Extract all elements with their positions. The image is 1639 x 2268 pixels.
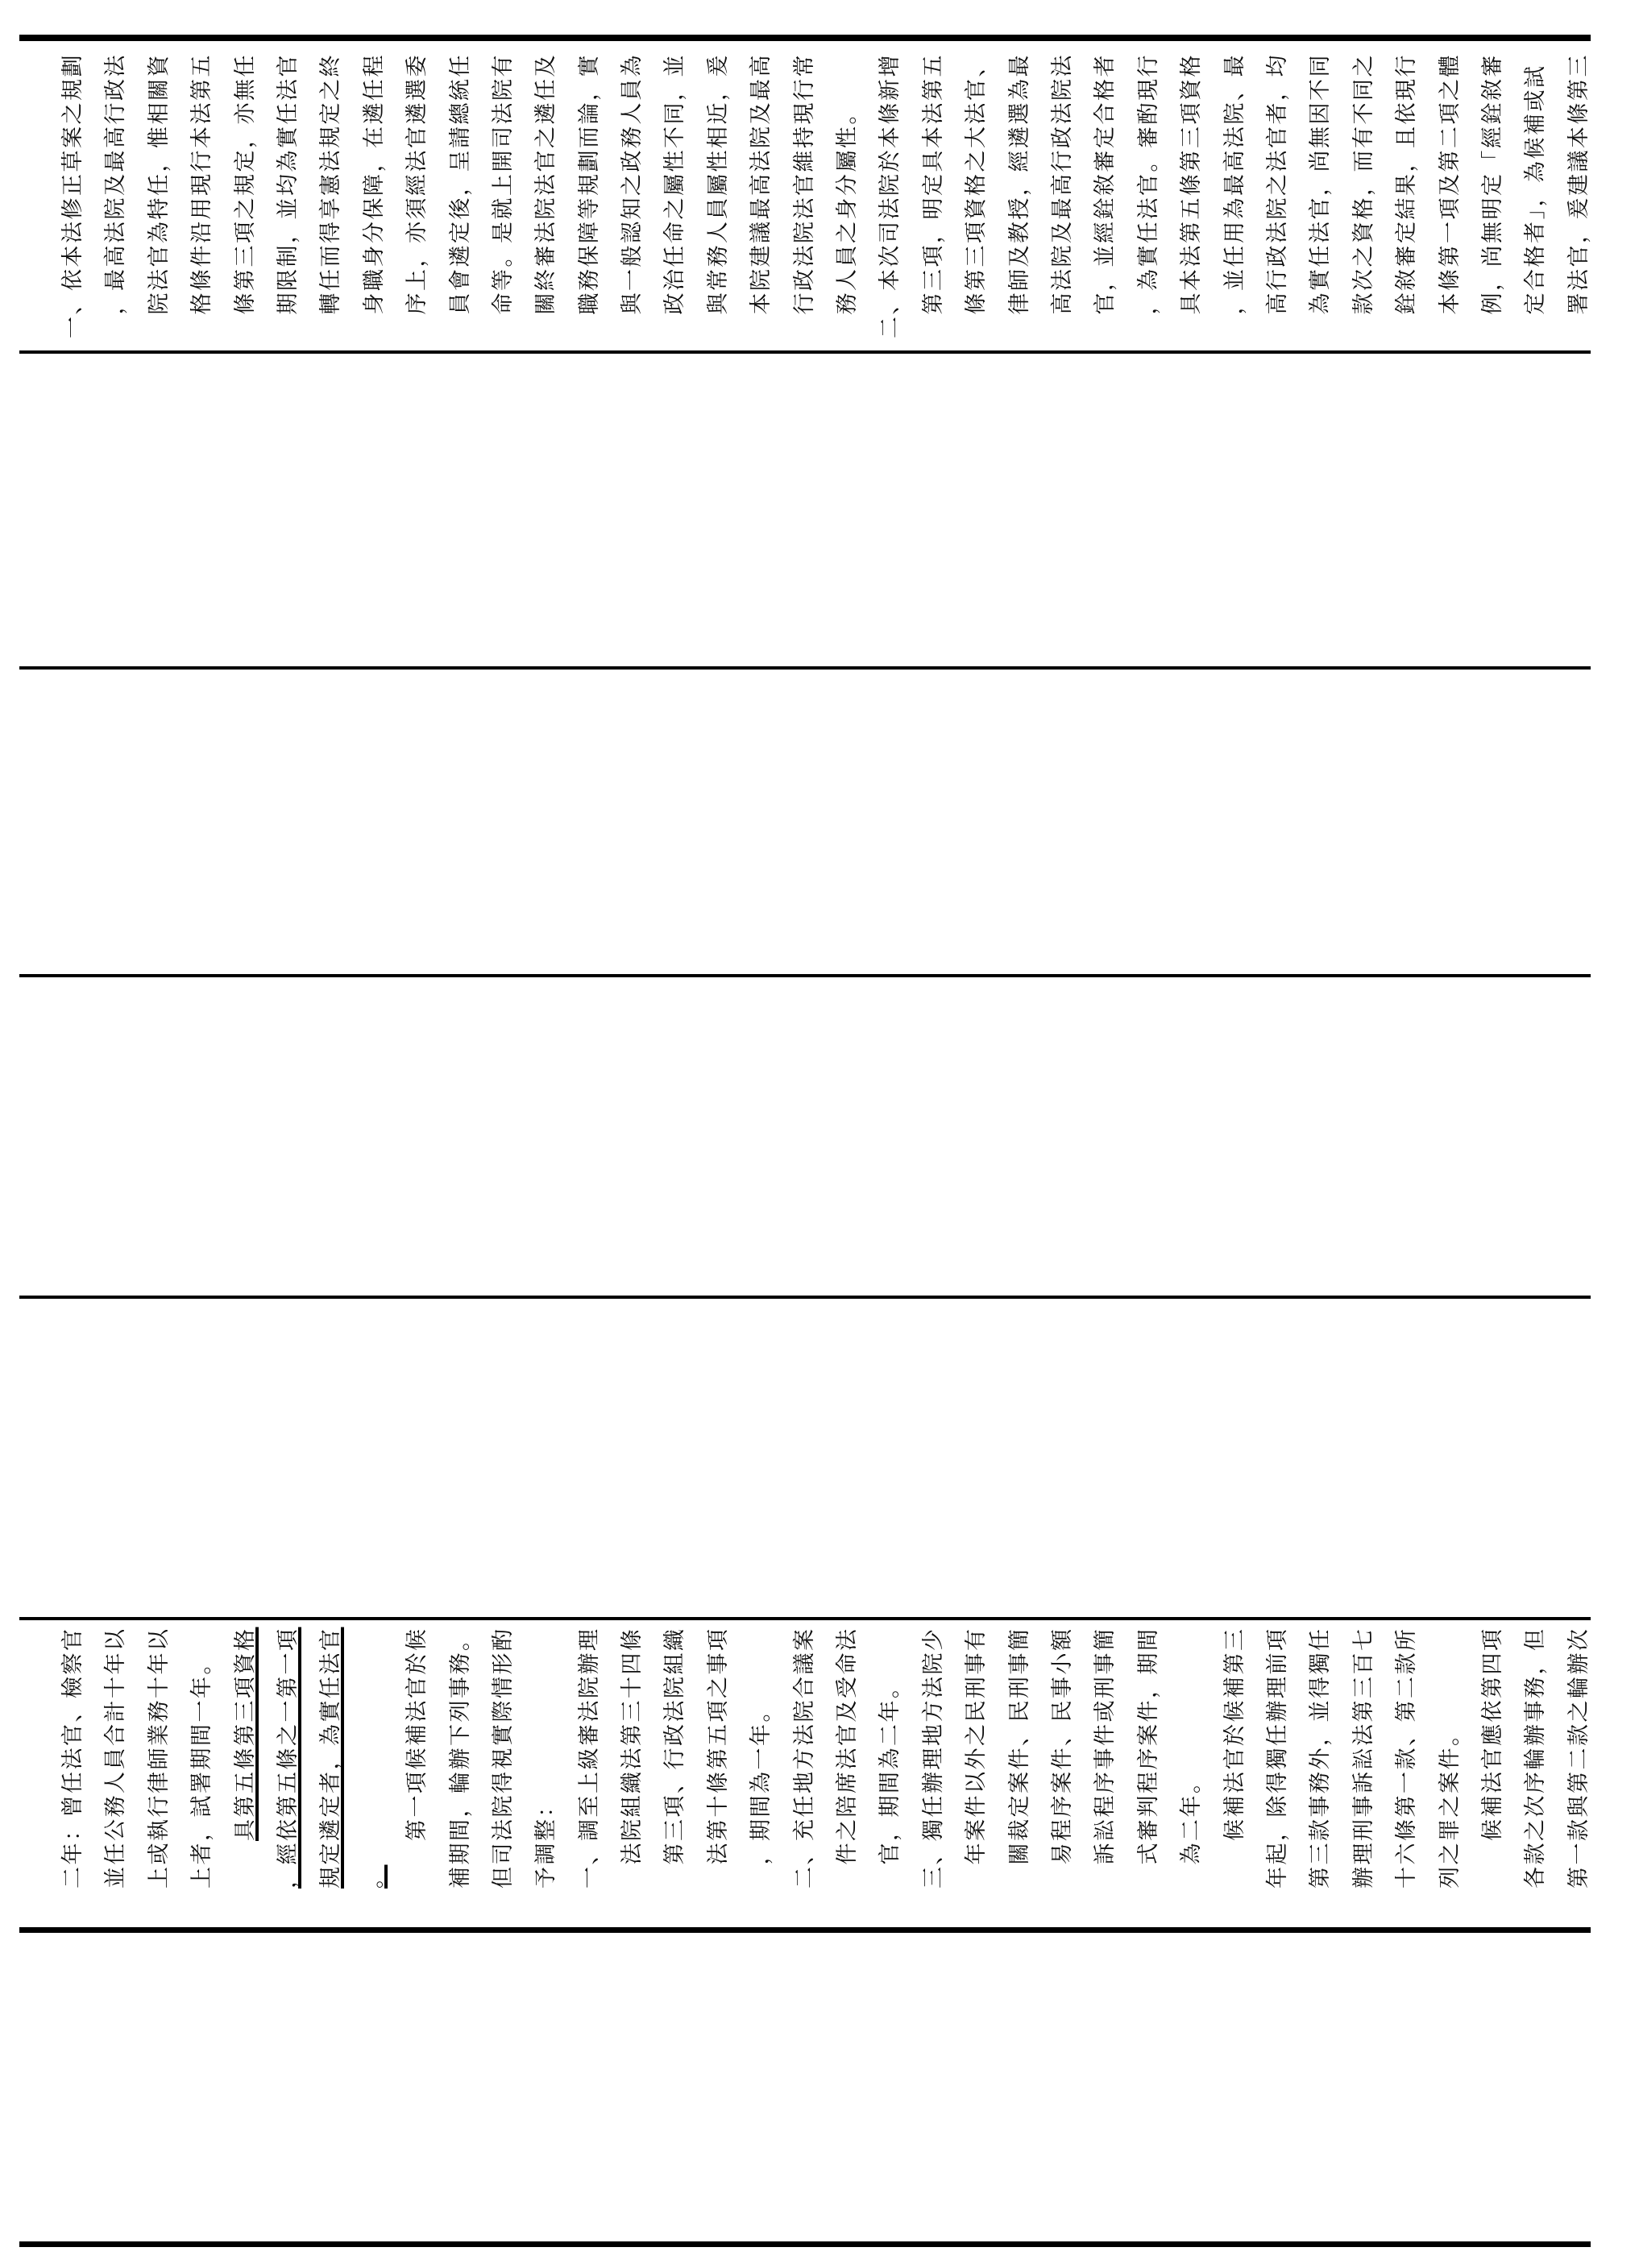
text-line: 二、本次司法院於本條新增 xyxy=(878,53,902,338)
text-line: 易程序案件、民事小額 xyxy=(1049,1627,1074,1865)
text-line: 高法院及最高行政法院法 xyxy=(1049,53,1074,315)
text-line: ，最高法院及最高行政法 xyxy=(103,53,128,315)
text-line: 第三項，明定具本法第五 xyxy=(920,53,945,315)
text-line: 上者，試署期間一年。 xyxy=(189,1651,214,1889)
text-line: 並任公務人員合計十年以 xyxy=(103,1627,128,1889)
text-line: 第一款與第二款之輪辦次 xyxy=(1566,1627,1591,1889)
text-line: ，經依第五條之一第一項 xyxy=(275,1627,300,1889)
text-line: 具本法第五條第三項資格 xyxy=(1179,53,1204,315)
text-line: 署法官，爰建議本條第三 xyxy=(1566,53,1591,315)
text-line: 條第三項資格之大法官、 xyxy=(964,53,989,315)
text-line: 式審判程序案件，期間 xyxy=(1135,1627,1160,1865)
text-line: 為實任法官，尚無因不同 xyxy=(1308,53,1333,315)
text-line: 與一般認知之政務人員為 xyxy=(620,53,645,315)
text-line: 十六條第一款、第二款所 xyxy=(1394,1627,1419,1889)
text-line: 定合格者」，為候補或試 xyxy=(1523,64,1548,315)
text-line: 候補法官應依第四項 xyxy=(1479,1627,1504,1841)
text-line: 第三項、行政法院組織 xyxy=(662,1627,687,1865)
text-line: ，期間為一年。 xyxy=(749,1698,774,1865)
text-line: 補期間，輪辦下列事務。 xyxy=(447,1627,472,1889)
text-line: 一、依本法修正草案之規劃 xyxy=(60,53,85,338)
text-line: 辦理刑事訴訟法第三百七 xyxy=(1351,1627,1376,1889)
text-line: 第三款事務外，並得獨任 xyxy=(1308,1627,1333,1889)
text-line: 員會遴定後，呈請總統任 xyxy=(447,53,472,315)
text-line: 例，尚無明定「經銓敘審 xyxy=(1479,53,1504,315)
text-line: 規定遴定者，為實任法官 xyxy=(318,1627,343,1889)
text-line: 本條第一項及第二項之體 xyxy=(1437,53,1462,315)
text-line: 訴訟程序事件或刑事簡 xyxy=(1093,1627,1118,1865)
text-line: 三、獨任辦理地方法院少 xyxy=(920,1627,945,1889)
text-line: 職務保障等規劃而論，實 xyxy=(576,53,601,315)
text-line: ，並任用為最高法院、最 xyxy=(1222,53,1247,315)
text-line: 命等。是就上開司法院有 xyxy=(490,53,515,315)
text-line: 各款之次序輪辦事務，但 xyxy=(1523,1627,1548,1889)
text-line: 律師及教授，經遴選為最 xyxy=(1006,53,1031,315)
text-line: 身職身分保障，在遴任程 xyxy=(361,53,386,315)
table-column-separator xyxy=(19,666,1591,670)
article-text-column xyxy=(52,1615,1600,1889)
text-line: 但司法院得視實際情形酌 xyxy=(490,1627,515,1889)
text-line: 務人員之身分屬性。 xyxy=(835,101,860,315)
text-line: 二、充任地方法院合議案 xyxy=(791,1627,816,1889)
table-column-separator xyxy=(19,350,1591,354)
text-line: 法第十條第五項之事項 xyxy=(705,1627,730,1865)
text-line: 高行政法院之法官者，均 xyxy=(1264,53,1289,315)
text-line: 關終審法院法官之遴任及 xyxy=(533,53,558,315)
text-line: 轉任而得享憲法規定之終 xyxy=(318,53,343,315)
text-line: 行政法院法官維持現行常 xyxy=(791,53,816,315)
table-column-separator xyxy=(19,974,1591,977)
text-line: 法院組織法第三十四條 xyxy=(620,1627,645,1865)
text-line: 與常務人員屬性相近，爰 xyxy=(705,53,730,315)
text-line: 年起，除得獨任辦理前項 xyxy=(1264,1627,1289,1889)
text-line: 列之罪之案件。 xyxy=(1437,1722,1462,1889)
text-line: ，為實任法官。審酌現行 xyxy=(1135,53,1160,315)
text-line: 件之陪席法官及受命法 xyxy=(835,1627,860,1865)
text-line: 上或執行律師業務十年以 xyxy=(146,1627,171,1889)
text-line: 銓敘審定結果，且依現行 xyxy=(1394,53,1419,315)
table-column-separator xyxy=(19,1296,1591,1299)
text-line: 一、調至上級審法院辦理 xyxy=(576,1627,601,1889)
article-cell-left-border xyxy=(19,1927,1591,1933)
text-line: 政治任命之屬性不同，並 xyxy=(662,53,687,315)
text-line: 年案件以外之民刑事有 xyxy=(964,1627,989,1865)
text-line: 院法官為特任，惟相關資 xyxy=(146,53,171,315)
text-line: 官，期間為二年。 xyxy=(878,1674,902,1865)
table-outer-border-left xyxy=(19,2241,1591,2247)
text-line: 為二年。 xyxy=(1179,1769,1204,1865)
text-line: 格條件沿用現行本法第五 xyxy=(189,53,214,315)
explanation-text-column xyxy=(52,40,1600,338)
text-line: 。 xyxy=(361,1864,386,1889)
text-line: 關裁定案件、民刑事簡 xyxy=(1006,1627,1031,1865)
text-line: 二年：曾任法官、檢察官 xyxy=(60,1627,85,1889)
text-line: 款次之資格，而有不同之 xyxy=(1351,53,1376,315)
text-line: 第一項候補法官於候 xyxy=(405,1627,429,1841)
text-line: 序上，亦須經法官遴選委 xyxy=(405,53,429,315)
text-line: 期限制，並均為實任法官 xyxy=(275,53,300,315)
text-line: 候補法官於候補第三 xyxy=(1222,1627,1247,1841)
text-line: 官，並經銓敘審定合格者 xyxy=(1093,53,1118,315)
text-line: 本院建議最高法院及最高 xyxy=(749,53,774,315)
text-line: 具第五條第三項資格 xyxy=(232,1627,257,1841)
text-line: 條第三項之規定，亦無任 xyxy=(232,53,257,315)
text-line: 予調整： xyxy=(533,1793,558,1889)
